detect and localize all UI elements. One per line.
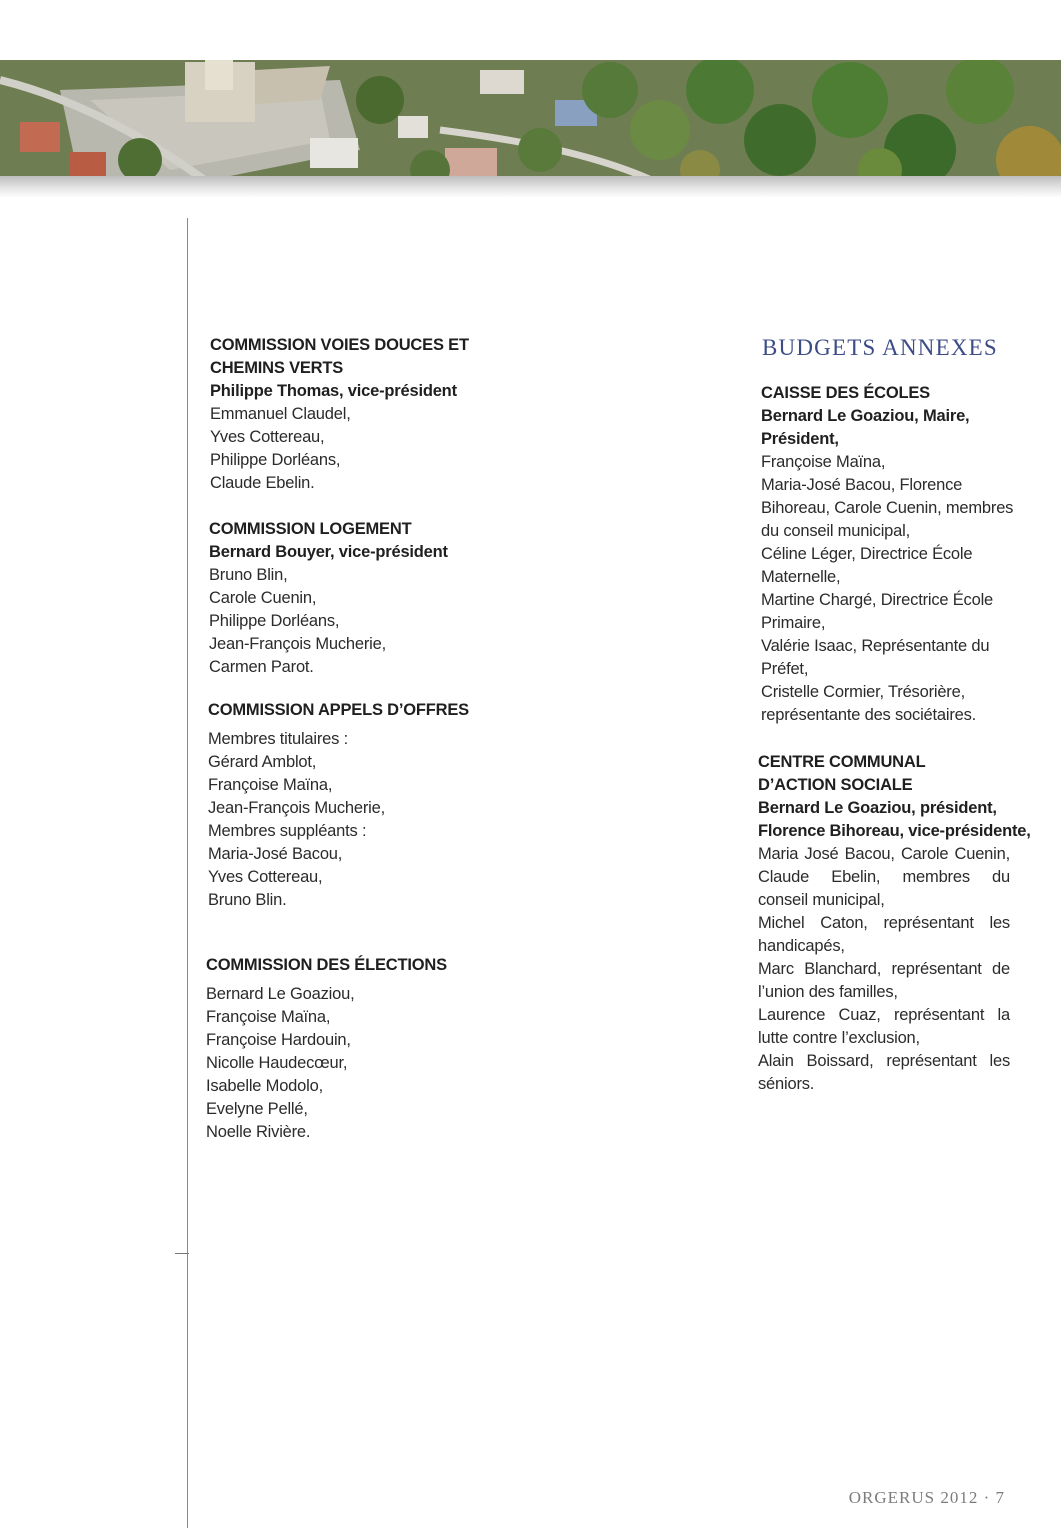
member: Marc Blanchard, représentant de l’union des familles, — [758, 960, 1010, 1001]
section-ccas — [758, 751, 1031, 1096]
section-leader: Florence Bihoreau, vice-présidente, — [758, 822, 1031, 840]
page-footer: ORGERUS 2012 · 7 — [848, 1488, 1005, 1507]
member: Membres titulaires : — [208, 730, 348, 748]
member: Primaire, — [761, 614, 826, 632]
section-voies-douces — [210, 334, 469, 495]
member: Nicolle Haudecœur, — [206, 1054, 348, 1072]
member: Jean-François Mucherie, — [209, 635, 386, 653]
section-logement — [209, 518, 456, 679]
section-leader: Bernard Le Goaziou, Maire, — [761, 407, 970, 425]
member: Maternelle, — [761, 568, 841, 586]
section-leader: Président, — [761, 430, 839, 448]
member: Alain Boissard, représentant les séniors. — [758, 1052, 1010, 1093]
member: Françoise Hardouin, — [206, 1031, 351, 1049]
member: Bruno Blin. — [208, 891, 287, 909]
section-leader: Philippe Thomas, vice-président — [210, 382, 457, 400]
section-title: COMMISSION DES ÉLECTIONS — [206, 956, 447, 974]
member: Evelyne Pellé, — [206, 1100, 308, 1118]
aerial-photo-banner — [0, 60, 1061, 184]
member: Bihoreau, Carole Cuenin, membres — [761, 499, 1014, 517]
left-column — [206, 334, 469, 1144]
member: Carmen Parot. — [209, 658, 314, 676]
member: Membres suppléants : — [208, 822, 367, 840]
aerial-village-photo — [0, 60, 1061, 184]
member: Jean-François Mucherie, — [208, 799, 385, 817]
member: Yves Cottereau, — [208, 868, 323, 886]
section-leader: Bernard Le Goaziou, président, — [758, 799, 997, 817]
section-caisse-ecoles — [761, 382, 1014, 727]
member: Yves Cottereau, — [210, 428, 325, 446]
section-title: COMMISSION VOIES DOUCES ET — [210, 336, 469, 354]
section-title: CENTRE COMMUNAL — [758, 753, 926, 771]
member: Cristelle Cormier, Trésorière, — [761, 683, 965, 701]
member: représentante des sociétaires. — [761, 706, 977, 724]
member: Bruno Blin, — [209, 566, 288, 584]
section-title: CAISSE DES ÉCOLES — [761, 384, 930, 402]
member: Carole Cuenin, — [209, 589, 317, 607]
member: Préfet, — [761, 660, 809, 678]
member: Isabelle Modolo, — [206, 1077, 323, 1095]
vertical-divider — [187, 218, 188, 1528]
budgets-annexes-heading: BUDGETS ANNEXES — [762, 335, 998, 360]
section-elections — [206, 954, 456, 1144]
member: Philippe Dorléans, — [210, 451, 341, 469]
member: Maria José Bacou, Carole Cuenin, Claude Ebelin, membres du conseil municipal, — [758, 845, 1010, 909]
member: Claude Ebelin. — [210, 474, 315, 492]
member: Françoise Maïna, — [761, 453, 886, 471]
member: Céline Léger, Directrice École — [761, 545, 973, 563]
member: Gérard Amblot, — [208, 753, 317, 771]
section-appels-offres — [208, 699, 469, 912]
member: Philippe Dorléans, — [209, 612, 340, 630]
section-leader: Bernard Bouyer, vice-président — [209, 543, 448, 561]
right-column — [758, 334, 1031, 1096]
section-title: COMMISSION APPELS D’OFFRES — [208, 701, 469, 719]
member: Maria-José Bacou, — [208, 845, 343, 863]
section-title: COMMISSION LOGEMENT — [209, 520, 412, 538]
member: Michel Caton, représentant les handicapés, — [758, 914, 1010, 955]
member: Bernard Le Goaziou, — [206, 985, 355, 1003]
member: Noelle Rivière. — [206, 1123, 311, 1141]
member: Françoise Maïna, — [206, 1008, 331, 1026]
member: Emmanuel Claudel, — [210, 405, 351, 423]
section-title: CHEMINS VERTS — [210, 359, 344, 377]
section-title: D’ACTION SOCIALE — [758, 776, 913, 794]
member: du conseil municipal, — [761, 522, 910, 540]
member: Laurence Cuaz, représentant la lutte contre l’exclusion, — [758, 1006, 1010, 1047]
member: Martine Chargé, Directrice École — [761, 591, 994, 609]
member: Valérie Isaac, Représentante du — [761, 637, 990, 655]
member: Françoise Maïna, — [208, 776, 333, 794]
margin-tick — [175, 1253, 189, 1254]
member: Maria-José Bacou, Florence — [761, 476, 963, 494]
banner-shadow — [0, 176, 1061, 198]
